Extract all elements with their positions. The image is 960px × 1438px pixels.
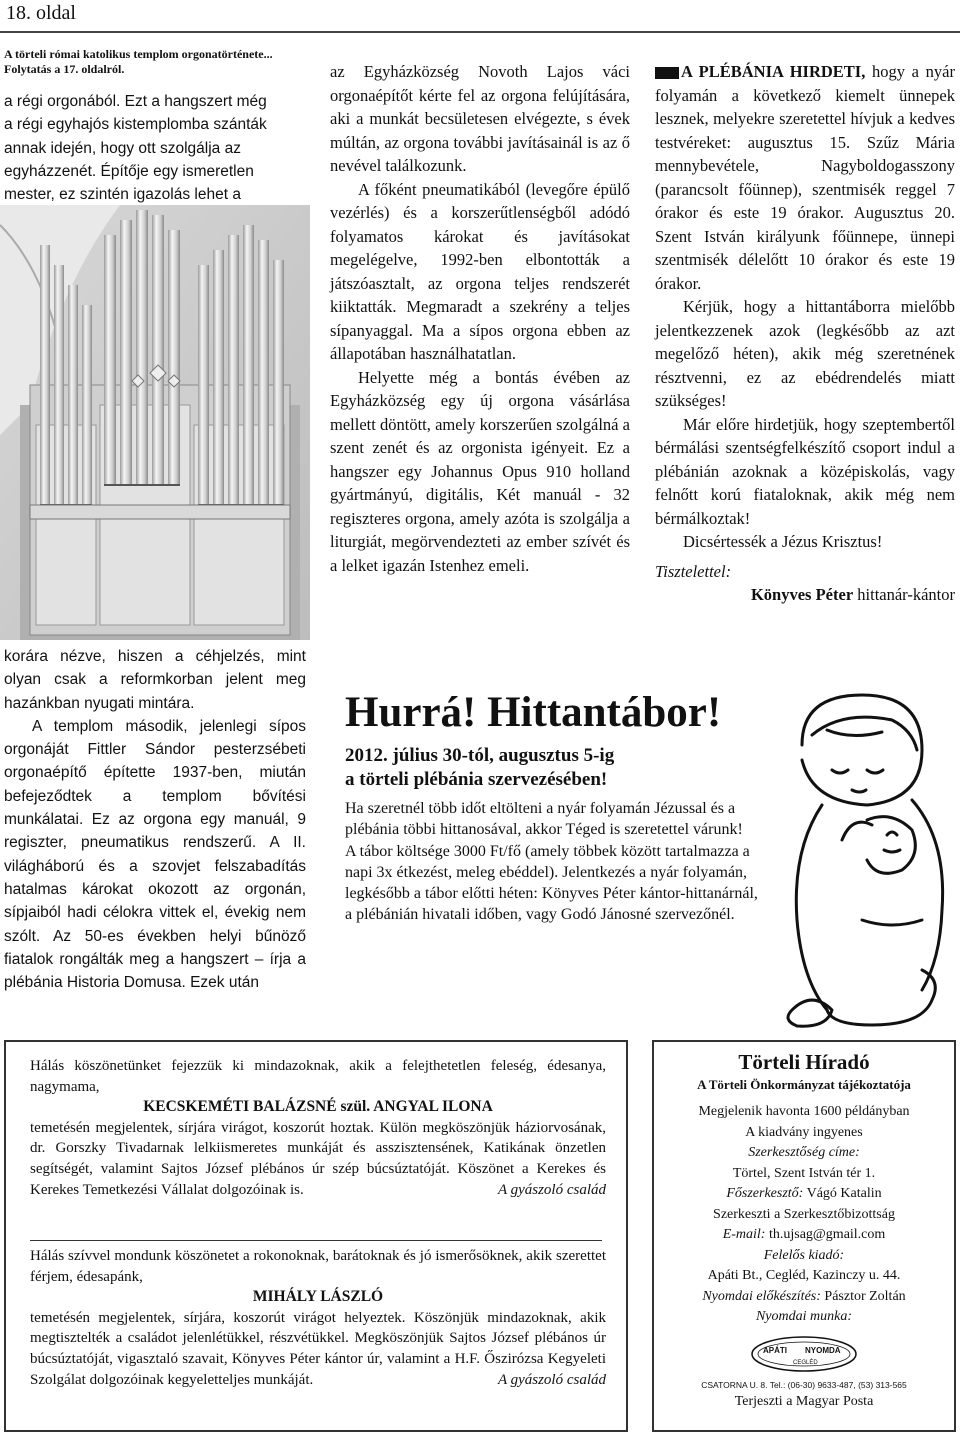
article-column-2 bbox=[330, 60, 630, 577]
deceased-name: KECSKEMÉTI BALÁZSNÉ szül. ANGYAL ILONA bbox=[143, 1098, 493, 1116]
text-line: a régi orgonából. Ezt a hangszert még bbox=[4, 93, 267, 110]
notice-heading: A PLÉBÁNIA HIRDETI, bbox=[681, 62, 866, 81]
free-note: A kiadvány ingyenes bbox=[745, 1124, 863, 1140]
camp-announcement bbox=[345, 690, 765, 926]
signature-name: Könyves Péter bbox=[750, 585, 854, 604]
paragraph: Ha szeretnél több időt eltölteni a nyár folyamán Jézussal és a plébánia többi hittanosával, akkor Téged is szeretettel várunk! bbox=[345, 800, 743, 839]
text-line: annak idején, hogy ott szolgálja az bbox=[4, 139, 241, 157]
deceased-name: MIHÁLY LÁSZLÓ bbox=[252, 1288, 384, 1306]
paragraph: Már előre hirdetjük, hogy szeptembertől bérmálási szentségfelkészítő csoport indul a plébánián azoknak a középiskolás, vagy felnőtt korú fiataloknak, akik még nem bérmálkoztak! bbox=[655, 414, 955, 528]
paragraph: Helyette még a bontás évében az Egyházközség egy új orgona vásárlása mellett döntött, amely korszerűen szolgálná a szent zenét és az orgonista igényeit. Ez a hangszer egy Johannus Opus 910 holland gyártmányú, digitális, Két manuál - 32 regiszteres orgona, amely azóta is szolgálja a liturgiát, megörvendezteti az ember szívét és a lelket igazán Istenhez emeli. bbox=[330, 367, 630, 575]
parish-notice bbox=[655, 60, 955, 607]
thanks-notice-1 bbox=[30, 1056, 606, 1200]
distribution: Terjeszti a Magyar Posta bbox=[734, 1393, 874, 1409]
editor-name: Vágó Katalin bbox=[803, 1186, 882, 1201]
paragraph: temetésén megjelentek, sírjára virágot, koszorút hoztak. Külön megköszönjük háziorvosának, dr. Gorszky Tivadarnak lelkiismeretes munkáját és asszisztensének, Katikának önzetlen segítségét, valamint Sajtos József plébános úr szép búcsúztatóját. Köszönet a Kerekes és Kerekes Temetkezési Vállalat dolgozóinak is. bbox=[30, 1119, 606, 1198]
prepress-label: Nyomdai előkészítés: bbox=[702, 1288, 821, 1304]
paragraph: A templom második, jelenlegi sípos orgonáját Fittler Sándor pesterzsébeti orgonaépítő építette 1937-ben, miután befejeződtek a templom bővítési munkálatai. Ez az orgona egy manuál, 9 regiszter, pneumatikus rendszerű. A II. világháború és a szovjet felszabadítás hatalmas károkat okozott az orgonán, sípjaiból hadi célokra vittek el, évekig nem szólt. Az 50-es években helyi bűnöző fiatalok rongálták meg a hangszert – írja a plébánia Historia Domusa. Ezek után bbox=[4, 717, 306, 992]
publication-subtitle: A Törteli Önkormányzat tájékoztatója bbox=[697, 1077, 911, 1092]
editorial-board: Szerkeszti a Szerkesztőbizottság bbox=[713, 1206, 895, 1222]
paragraph: Dicsértessék a Jézus Krisztus! bbox=[683, 532, 883, 551]
publication-title: Törteli Híradó bbox=[738, 1050, 870, 1074]
paragraph: Kérjük, hogy a hittantáborra mielőbb jelentkezzenek azok (legkésőbb az azt megelőző héten), akik még szeretnének résztvenni, ez az ebédrendelés miatt szükséges! bbox=[655, 297, 955, 410]
camp-title: Hurrá! Hittantábor! bbox=[345, 689, 722, 736]
editor-label: Főszerkesztő: bbox=[726, 1186, 804, 1201]
paragraph: az Egyházközség Novoth Lajos váci orgonaépítőt kérte fel az orgona felújítására, aki a munkát becsületesen elvégezte, s évek múltán, az orgona további javításainál is az ő nevével találkozunk. bbox=[330, 62, 630, 175]
paragraph: Hálás köszönetünket fejezzük ki mindazoknak, akik a felejthetetlen feleség, édesanya, nagymama, bbox=[30, 1058, 606, 1095]
paragraph: A főként pneumatikából (levegőre épülő vezérlés) és a korszerűtlenségből adódó folyamatos károkat és javításokat megelégelve, 1992-ben elbontották a játszóasztalt, az orgona teljes rendszerét kiiktatták. Megmaradt a szekrény a teljes sípanyaggal. Ma a sípos orgona ebben az állapotában használhatatlan. bbox=[330, 179, 630, 363]
logo-word-1: APÁTI bbox=[763, 1345, 787, 1355]
prepress-name: Pásztor Zoltán bbox=[820, 1288, 906, 1304]
printer-address: CSATORNA U. 8. Tel.: (06-30) 9633-487, (53) 313-565 bbox=[701, 1379, 907, 1390]
paragraph: temetésén megjelentek, sírjára, koszorút virágot helyeztek. Köszönjük mindazoknak, akik megtisztelték a családot jelenlétükkel, részvétükkel. Megköszönjük Sajtos József plébános úr búcsúztatóját, vigasztaló szavait, Könyves Péter kántor úr, valamint a H.F. Őszirózsa Kegyeleti Szolgálat dolgozóinak kegyeletteljes munkáját. bbox=[30, 1309, 606, 1388]
page-number: 18. oldal bbox=[6, 2, 76, 24]
paragraph: korára nézve, hiszen a céhjelzés, mint olyan csak a reformkorban jelent meg hazánkban nyugati mintára. bbox=[4, 648, 306, 712]
paragraph: A tábor költsége 3000 Ft/fő (amely többek között tartalmazza a napi 3x étkezést, meleg ebéddel). Jelentkezés a nyár folyamán, legkésőbb a tábor előtti héten: Könyves Péter kántor-hittanárnál, a plébánián hivatali időben, vagy Godó Jánosné szervezőnél. bbox=[345, 842, 758, 924]
publisher-label: Felelős kiadó: bbox=[763, 1247, 845, 1263]
printing-label: Nyomdai munka: bbox=[755, 1309, 853, 1324]
text-line: mester, ez szintén igazolás lehet a bbox=[4, 186, 241, 204]
notice-marker bbox=[655, 67, 679, 79]
address-label: Szerkesztőség címe: bbox=[748, 1145, 860, 1160]
signature: A gyászoló család bbox=[497, 1181, 606, 1198]
camp-organizer: a törteli plébánia szervezésében! bbox=[345, 769, 608, 790]
praying-child-clipart bbox=[772, 690, 958, 1030]
address: Törtel, Szent István tér 1. bbox=[732, 1165, 876, 1181]
notice-text: hogy a nyár folyamán a következő kiemelt ünnepek lesznek, melyekre szeretettel hívjuk a kedves testvéreket: augusztus 15. Szűz Mária mennybevétele, Nagyboldogasszony (parancsolt főünnep), szentmisék reggel 7 órakor és este 19 órakor. Augusztus 20. Szent István királyunk főünnepe, ünnepi szentmisék délelőtt 10 órakor és este 19 órakor. bbox=[655, 62, 955, 293]
header-rule bbox=[0, 31, 960, 33]
signature-role: hittanár-kántor bbox=[853, 585, 955, 604]
printer-logo bbox=[749, 1334, 859, 1376]
logo-word-3: CEGLÉD bbox=[793, 1359, 818, 1366]
paragraph: Hálás szívvel mondunk köszönetet a rokonoknak, barátoknak és jó ismerősöknek, akik szerettet férjem, édesapánk, bbox=[30, 1248, 606, 1285]
camp-dates: 2012. július 30-tól, augusztus 5-ig bbox=[345, 745, 615, 766]
email-address: th.ujsag@gmail.com bbox=[765, 1227, 886, 1242]
thanks-notices-box bbox=[4, 1040, 628, 1432]
logo-word-2: NYOMDA bbox=[805, 1345, 841, 1355]
continued-note-from: Folytatás a 17. oldalról. bbox=[4, 62, 125, 76]
email-label: E-mail: bbox=[722, 1227, 766, 1242]
organ-photo bbox=[0, 205, 310, 640]
closing: Tisztelettel: bbox=[655, 561, 732, 581]
divider bbox=[30, 1240, 602, 1241]
continued-note bbox=[4, 47, 304, 77]
thanks-notice-2 bbox=[30, 1246, 606, 1390]
article-top-lines bbox=[4, 90, 306, 206]
organ-pipes-illustration bbox=[0, 205, 310, 640]
text-line: a régi egyhajós kistemplomba szánták bbox=[4, 116, 267, 134]
signature: A gyászoló család bbox=[497, 1371, 606, 1388]
impressum-box bbox=[652, 1040, 956, 1432]
text-line: egyházzenét. Építője egy ismeretlen bbox=[4, 162, 254, 180]
publisher: Apáti Bt., Cegléd, Kazinczy u. 44. bbox=[707, 1268, 901, 1283]
page-header bbox=[0, 0, 960, 34]
circulation: Megjelenik havonta 1600 példányban bbox=[698, 1104, 910, 1119]
continued-note-title: A törteli római katolikus templom orgonatörténete... bbox=[4, 47, 273, 61]
article-continuation bbox=[4, 645, 306, 994]
